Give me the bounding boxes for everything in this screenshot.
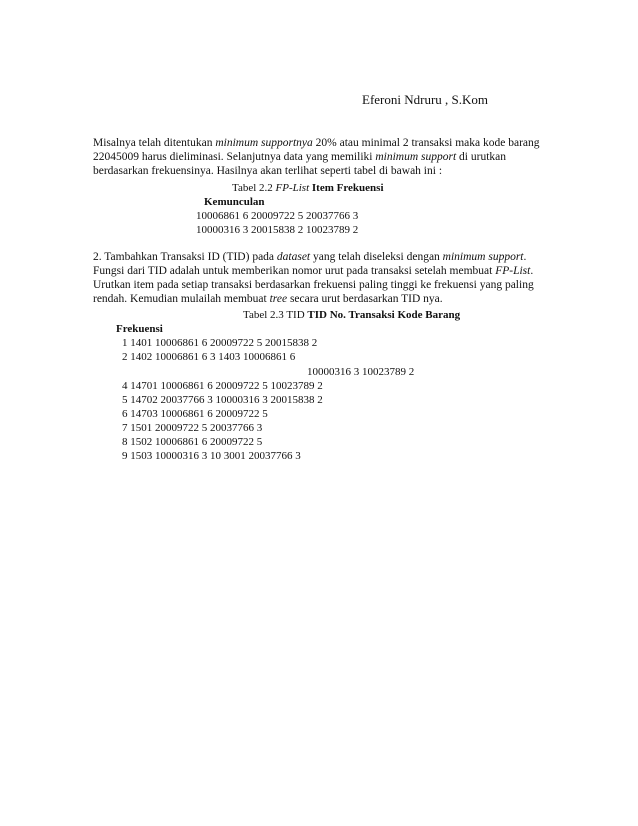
table-row: 9 1503 10000316 3 10 3001 20037766 3 — [122, 450, 301, 462]
table-row: 10000316 3 10023789 2 — [307, 366, 415, 378]
table-row: 1 1401 10006861 6 20009722 5 20015838 2 — [122, 337, 318, 349]
paragraph-2-line-3: Urutkan item pada setiap transaksi berdasarkan frekuensi paling tinggi ke frekuensi yang paling — [93, 279, 534, 291]
table-row: 7 1501 20009722 5 20037766 3 — [122, 422, 263, 434]
table-row: 4 14701 10006861 6 20009722 5 10023789 2 — [122, 380, 323, 392]
table-2-3-subheader: Frekuensi — [116, 323, 163, 335]
author-header: Eferoni Ndruru , S.Kom — [362, 92, 489, 107]
paragraph-1-line-1: Misalnya telah ditentukan minimum supportnya 20% atau minimal 2 transaksi maka kode barang — [93, 137, 540, 149]
table-2-2-caption: Tabel 2.2 FP-List Item Frekuensi — [232, 182, 384, 194]
paragraph-2-line-4: rendah. Kemudian mulailah membuat tree secara urut berdasarkan TID nya. — [93, 293, 443, 305]
paragraph-1-line-3: berdasarkan frekuensinya. Hasilnya akan terlihat seperti tabel di bawah ini : — [93, 165, 443, 177]
emphasis-minimum-support-2: minimum support — [375, 151, 457, 163]
table-2-2-subheader: Kemunculan — [204, 196, 265, 208]
table-row: 10006861 6 20009722 5 20037766 3 — [196, 210, 359, 222]
emphasis-minimum-support: minimum supportnya — [215, 137, 313, 149]
table-row: 8 1502 10006861 6 20009722 5 — [122, 436, 263, 448]
paragraph-1-line-2: 22045009 harus dieliminasi. Selanjutnya data yang memiliki minimum support di urutkan — [93, 151, 506, 163]
paragraph-2-line-2: Fungsi dari TID adalah untuk memberikan nomor urut pada transaksi setelah membuat FP-List. — [93, 265, 534, 277]
table-2-3-caption: Tabel 2.3 TID TID No. Transaksi Kode Barang — [243, 309, 461, 321]
paragraph-2 — [93, 250, 553, 306]
table-row: 10000316 3 20015838 2 10023789 2 — [196, 224, 359, 236]
table-row: 6 14703 10006861 6 20009722 5 — [122, 408, 268, 420]
table-row: 2 1402 10006861 6 3 1403 10006861 6 — [122, 351, 296, 363]
paragraph-2-line-1: 2. Tambahkan Transaksi ID (TID) pada dataset yang telah diseleksi dengan minimum support. — [93, 251, 527, 263]
table-row: 5 14702 20037766 3 10000316 3 20015838 2 — [122, 394, 323, 406]
paragraph-1 — [93, 136, 553, 178]
